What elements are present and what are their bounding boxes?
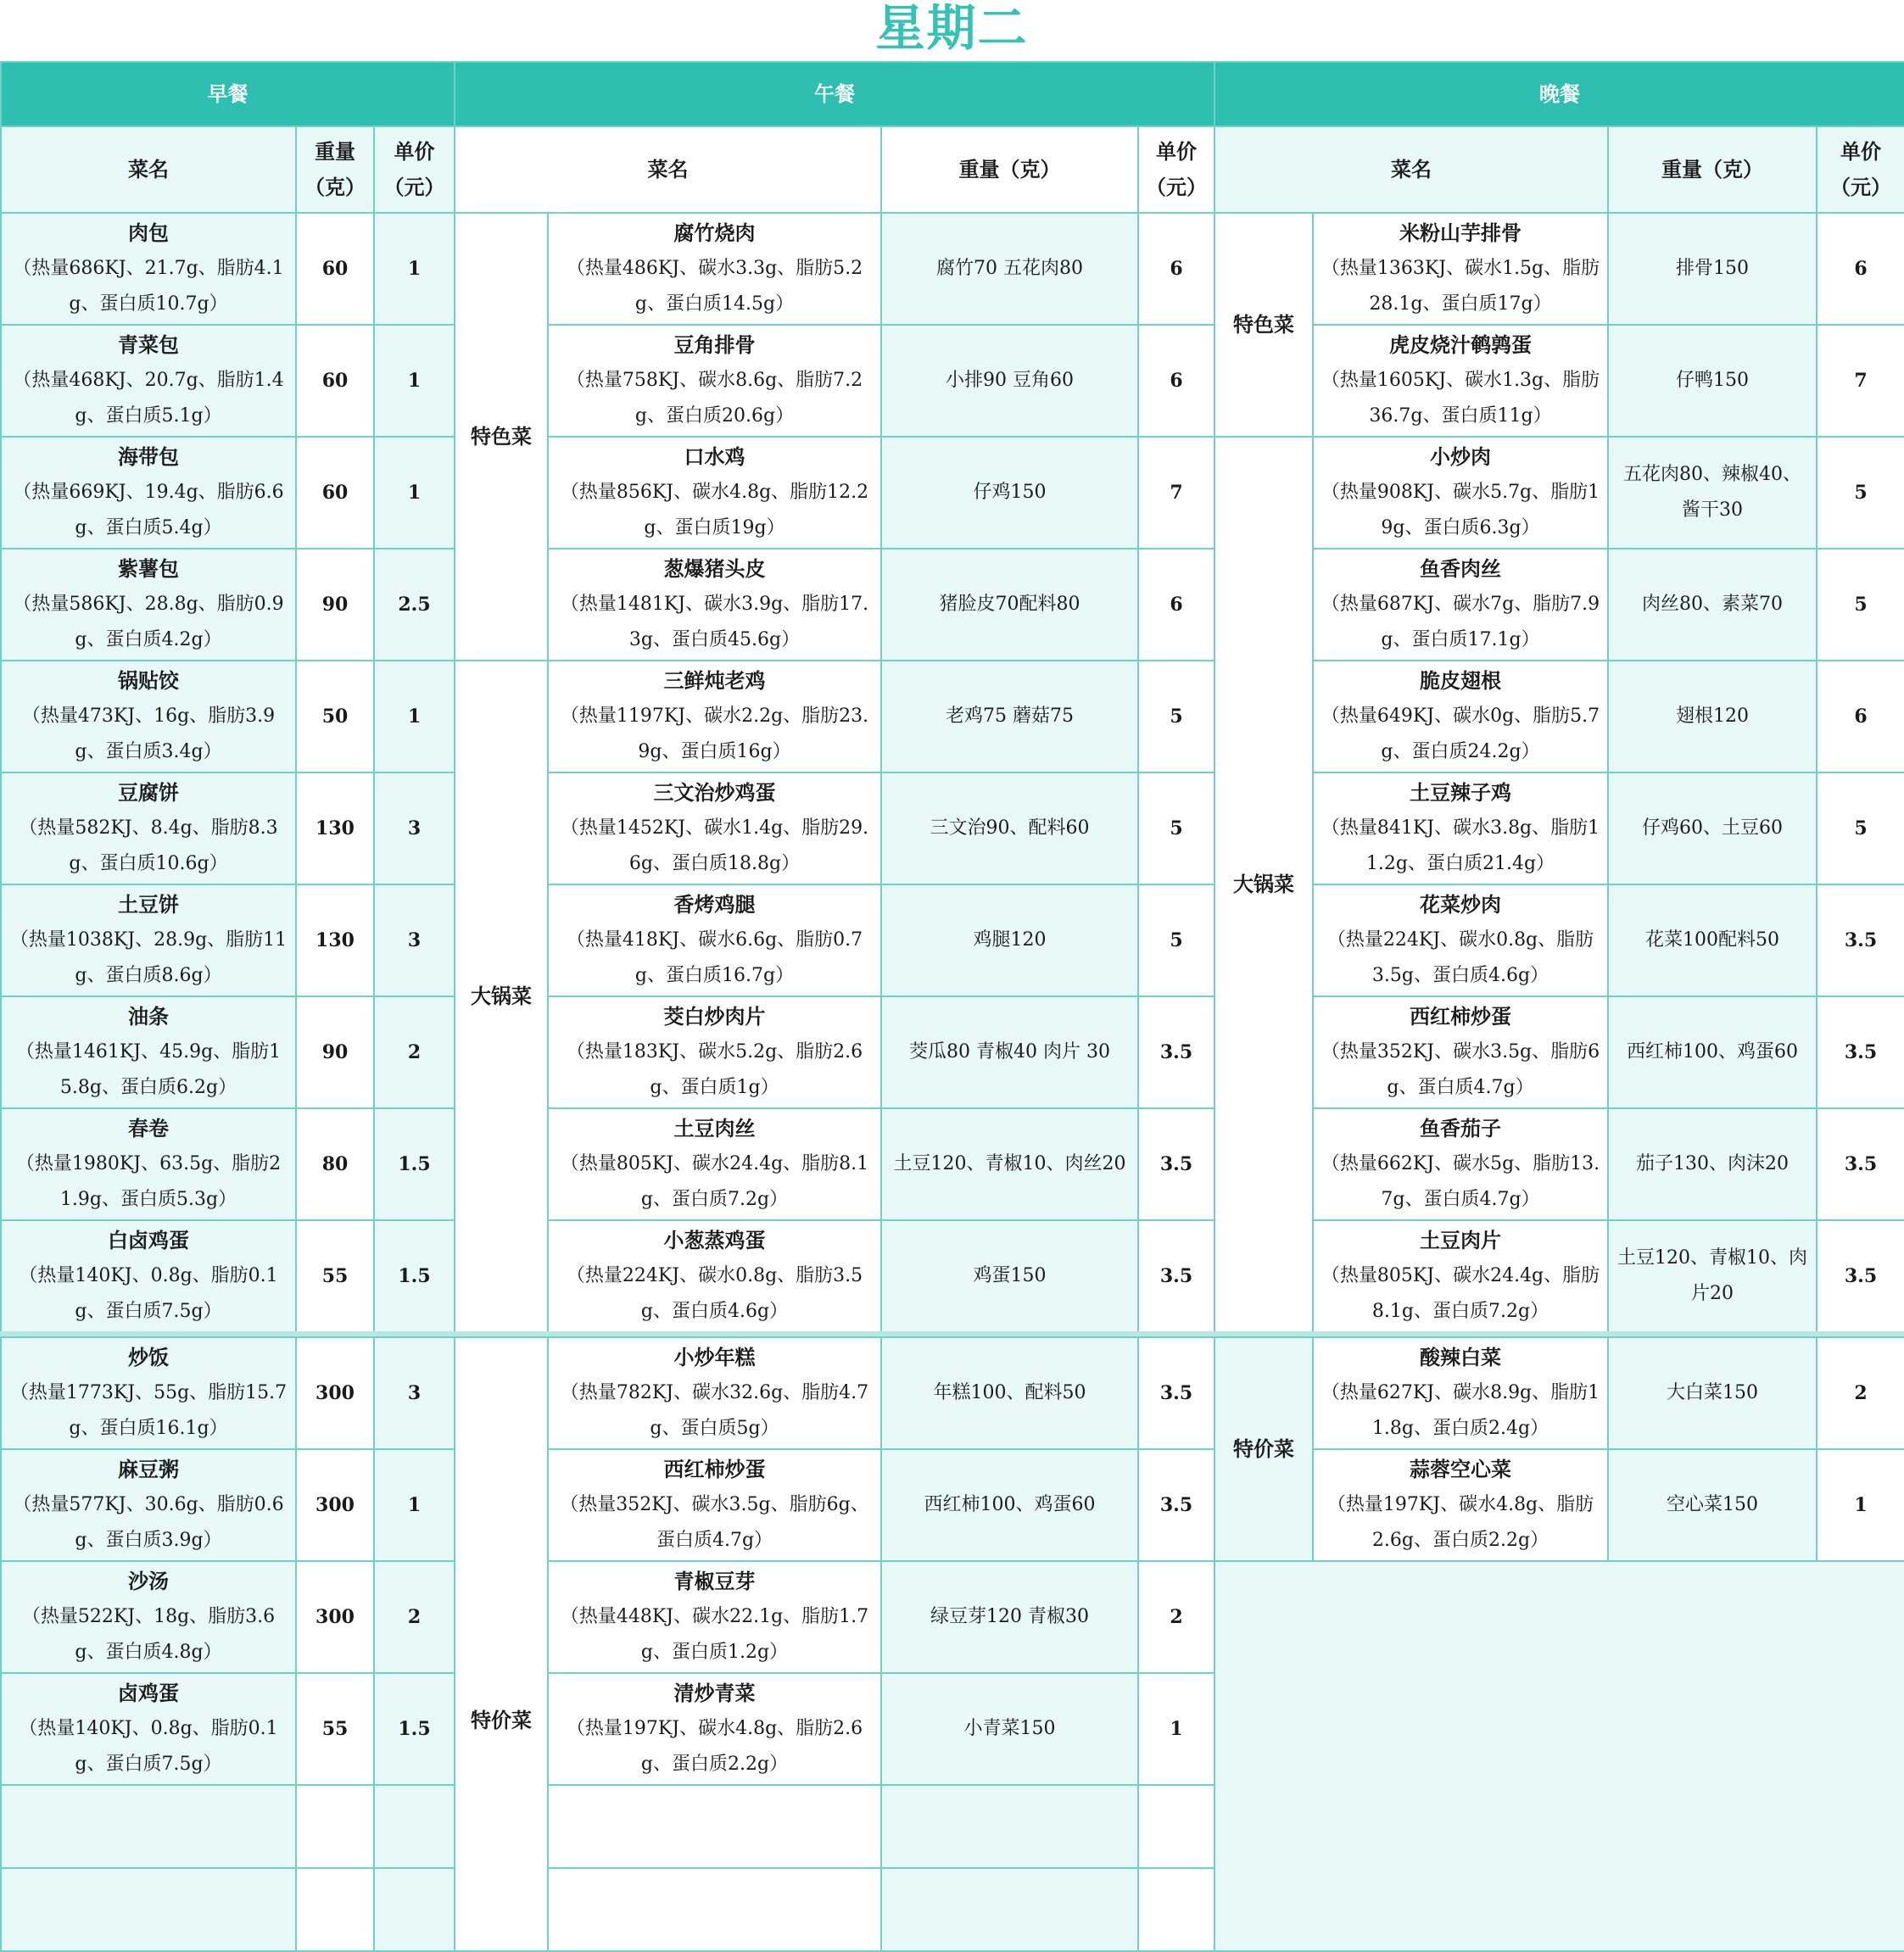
lunch-dish bbox=[548, 1561, 881, 1673]
breakfast-weight: 60 bbox=[296, 437, 374, 549]
dinner-dish bbox=[1313, 1337, 1608, 1449]
dinner-price: 6 bbox=[1817, 661, 1904, 772]
dish-name: 豆角排骨 bbox=[673, 332, 756, 357]
lunch-price: 3.5 bbox=[1138, 1337, 1214, 1449]
table-row bbox=[1, 437, 1904, 549]
dinner-price: 5 bbox=[1817, 772, 1904, 884]
dish-name: 口水鸡 bbox=[684, 444, 745, 469]
breakfast-weight: 300 bbox=[296, 1449, 374, 1561]
table-row bbox=[1, 772, 1904, 884]
lunch-weight: 茭瓜80 青椒40 肉片 30 bbox=[881, 996, 1138, 1108]
dinner-weight-header: 重量（克） bbox=[1608, 126, 1817, 213]
table-row bbox=[1, 996, 1904, 1108]
dish-nutrition: （热量140KJ、0.8g、脂肪0.1g、蛋白质7.5g） bbox=[19, 1718, 278, 1775]
lunch-weight: 年糕100、配料50 bbox=[881, 1337, 1138, 1449]
dinner-dish bbox=[1313, 1108, 1608, 1220]
breakfast-dish bbox=[1, 772, 296, 884]
empty-cell bbox=[374, 1785, 455, 1868]
dinner-weight: 花菜100配料50 bbox=[1608, 884, 1817, 996]
table-row bbox=[1, 661, 1904, 772]
lunch-dish bbox=[548, 325, 881, 437]
dinner-dish bbox=[1313, 772, 1608, 884]
lunch-weight: 猪脸皮70配料80 bbox=[881, 549, 1138, 661]
breakfast-dish bbox=[1, 661, 296, 772]
lunch-weight: 鸡腿120 bbox=[881, 884, 1138, 996]
empty-cell bbox=[1, 1785, 296, 1868]
dinner-price: 7 bbox=[1817, 325, 1904, 437]
dish-nutrition: （热量140KJ、0.8g、脂肪0.1g、蛋白质7.5g） bbox=[19, 1265, 278, 1322]
dinner-weight: 五花肉80、辣椒40、酱干30 bbox=[1608, 437, 1817, 549]
breakfast-weight: 80 bbox=[296, 1108, 374, 1220]
breakfast-dish bbox=[1, 1673, 296, 1785]
lunch-weight-header: 重量（克） bbox=[881, 126, 1138, 213]
dinner-price: 3.5 bbox=[1817, 996, 1904, 1108]
table-row bbox=[1, 1220, 1904, 1334]
dinner-band: 晚餐 bbox=[1214, 62, 1904, 126]
dish-nutrition: （热量1452KJ、碳水1.4g、脂肪29.6g、蛋白质18.8g） bbox=[560, 817, 869, 874]
dish-name: 土豆辣子鸡 bbox=[1410, 780, 1511, 805]
dish-name: 鱼香茄子 bbox=[1420, 1116, 1501, 1141]
dish-nutrition: （热量805KJ、碳水24.4g、脂肪8.1g、蛋白质7.2g） bbox=[560, 1153, 869, 1210]
lunch-band: 午餐 bbox=[455, 62, 1214, 126]
dish-name: 脆皮翅根 bbox=[1420, 668, 1501, 693]
dish-nutrition: （热量473KJ、16g、脂肪3.9g、蛋白质3.4g） bbox=[21, 706, 276, 762]
breakfast-weight: 130 bbox=[296, 772, 374, 884]
dinner-dish bbox=[1313, 884, 1608, 996]
dinner-category-value: 特价菜 bbox=[1214, 1337, 1313, 1561]
breakfast-price: 1.5 bbox=[374, 1220, 455, 1334]
breakfast-weight-header: 重量（克） bbox=[296, 126, 374, 213]
dinner-dish bbox=[1313, 549, 1608, 661]
dish-nutrition: （热量582KJ、8.4g、脂肪8.3g、蛋白质10.6g） bbox=[19, 817, 278, 874]
lunch-weight: 西红柿100、鸡蛋60 bbox=[881, 1449, 1138, 1561]
dish-nutrition: （热量1605KJ、碳水1.3g、脂肪36.7g、蛋白质11g） bbox=[1321, 370, 1600, 427]
dish-nutrition: （热量758KJ、碳水8.6g、脂肪7.2g、蛋白质20.6g） bbox=[566, 370, 863, 427]
lunch-dish bbox=[548, 884, 881, 996]
dish-name: 香烤鸡腿 bbox=[673, 892, 756, 917]
dish-nutrition: （热量662KJ、碳水5g、脂肪13.7g、蛋白质4.7g） bbox=[1321, 1153, 1600, 1210]
breakfast-dish bbox=[1, 1561, 296, 1673]
dish-name: 腐竹烧肉 bbox=[673, 220, 756, 245]
lunch-name-header: 菜名 bbox=[455, 126, 881, 213]
dish-name: 三鲜炖老鸡 bbox=[663, 668, 766, 693]
lunch-dish bbox=[548, 549, 881, 661]
dish-name: 油条 bbox=[128, 1004, 169, 1029]
dish-name: 肉包 bbox=[128, 220, 169, 245]
breakfast-weight: 90 bbox=[296, 996, 374, 1108]
dish-name: 麻豆粥 bbox=[118, 1457, 179, 1481]
table-row bbox=[1, 1108, 1904, 1220]
dinner-price-header: 单价（元） bbox=[1817, 126, 1904, 213]
lunch-price: 2 bbox=[1138, 1561, 1214, 1673]
dish-name: 米粉山芋排骨 bbox=[1399, 220, 1522, 245]
dinner-price: 5 bbox=[1817, 437, 1904, 549]
dinner-weight: 翅根120 bbox=[1608, 661, 1817, 772]
dish-nutrition: （热量805KJ、碳水24.4g、脂肪8.1g、蛋白质7.2g） bbox=[1321, 1265, 1600, 1322]
dinner-dish bbox=[1313, 1449, 1608, 1561]
dish-name: 鱼香肉丝 bbox=[1420, 556, 1501, 581]
dinner-weight: 土豆120、青椒10、肉片20 bbox=[1608, 1220, 1817, 1334]
breakfast-dish bbox=[1, 549, 296, 661]
empty-cell bbox=[881, 1785, 1138, 1868]
dish-name: 青椒豆芽 bbox=[673, 1569, 756, 1593]
breakfast-dish bbox=[1, 1337, 296, 1449]
dinner-name-header: 菜名 bbox=[1214, 126, 1608, 213]
breakfast-dish bbox=[1, 884, 296, 996]
empty-cell bbox=[374, 1868, 455, 1951]
dish-nutrition: （热量468KJ、20.7g、脂肪1.4g、蛋白质5.1g） bbox=[13, 370, 284, 427]
lunch-dish bbox=[548, 213, 881, 325]
dish-name: 茭白炒肉片 bbox=[663, 1004, 766, 1029]
dish-nutrition: （热量686KJ、21.7g、脂肪4.1g、蛋白质10.7g） bbox=[13, 258, 284, 315]
dinner-weight: 空心菜150 bbox=[1608, 1449, 1817, 1561]
lunch-price-header: 单价（元） bbox=[1138, 126, 1214, 213]
dish-name: 白卤鸡蛋 bbox=[108, 1228, 189, 1252]
dinner-price: 3.5 bbox=[1817, 1108, 1904, 1220]
dish-nutrition: （热量448KJ、碳水22.1g、脂肪1.7g、蛋白质1.2g） bbox=[560, 1606, 869, 1663]
dish-nutrition: （热量522KJ、18g、脂肪3.6g、蛋白质4.8g） bbox=[21, 1606, 276, 1663]
table-row bbox=[1, 549, 1904, 661]
lunch-dish bbox=[548, 1449, 881, 1561]
lunch-price: 5 bbox=[1138, 661, 1214, 772]
dish-nutrition: （热量627KJ、碳水8.9g、脂肪11.8g、蛋白质2.4g） bbox=[1321, 1382, 1600, 1439]
dish-name: 土豆肉丝 bbox=[673, 1116, 756, 1141]
empty-cell bbox=[548, 1785, 881, 1868]
dish-nutrition: （热量1038KJ、28.9g、脂肪11g、蛋白质8.6g） bbox=[9, 929, 288, 986]
lunch-dish bbox=[548, 996, 881, 1108]
lunch-price: 3.5 bbox=[1138, 1220, 1214, 1334]
breakfast-name-header: 菜名 bbox=[1, 126, 296, 213]
breakfast-price: 3 bbox=[374, 884, 455, 996]
breakfast-weight: 300 bbox=[296, 1337, 374, 1449]
dish-nutrition: （热量649KJ、碳水0g、脂肪5.7g、蛋白质24.2g） bbox=[1321, 706, 1600, 762]
dish-nutrition: （热量197KJ、碳水4.8g、脂肪2.6g、蛋白质2.2g） bbox=[1326, 1494, 1594, 1551]
lunch-category-pot: 大锅菜 bbox=[455, 661, 548, 1334]
dinner-price: 6 bbox=[1817, 213, 1904, 325]
breakfast-weight: 60 bbox=[296, 213, 374, 325]
dish-name: 小炒肉 bbox=[1430, 444, 1491, 469]
dish-name: 小炒年糕 bbox=[673, 1345, 756, 1369]
breakfast-weight: 50 bbox=[296, 661, 374, 772]
lunch-dish bbox=[548, 1108, 881, 1220]
dinner-empty-area bbox=[1214, 1561, 1904, 1951]
dish-nutrition: （热量224KJ、碳水0.8g、脂肪3.5g、蛋白质4.6g） bbox=[566, 1265, 863, 1322]
page-title: 星期二 bbox=[875, 0, 1029, 57]
breakfast-price: 1 bbox=[374, 325, 455, 437]
breakfast-price: 2 bbox=[374, 1561, 455, 1673]
dinner-dish bbox=[1313, 437, 1608, 549]
dish-nutrition: （热量197KJ、碳水4.8g、脂肪2.6g、蛋白质2.2g） bbox=[566, 1718, 863, 1775]
dish-name: 青菜包 bbox=[118, 332, 179, 357]
dish-nutrition: （热量1773KJ、55g、脂肪15.7g、蛋白质16.1g） bbox=[9, 1382, 288, 1439]
breakfast-dish bbox=[1, 437, 296, 549]
dish-name: 春卷 bbox=[128, 1116, 169, 1141]
dinner-weight: 大白菜150 bbox=[1608, 1337, 1817, 1449]
dish-name: 清炒青菜 bbox=[673, 1681, 756, 1705]
dish-nutrition: （热量352KJ、碳水3.5g、脂肪6g、蛋白质4.7g） bbox=[1321, 1041, 1600, 1098]
breakfast-weight: 300 bbox=[296, 1561, 374, 1673]
breakfast-dish bbox=[1, 325, 296, 437]
dinner-weight: 茄子130、肉沫20 bbox=[1608, 1108, 1817, 1220]
table-row bbox=[1, 1449, 1904, 1561]
dish-name: 葱爆猪头皮 bbox=[663, 556, 766, 581]
dish-name: 三文治炒鸡蛋 bbox=[653, 780, 776, 805]
dish-nutrition: （热量687KJ、碳水7g、脂肪7.9g、蛋白质17.1g） bbox=[1321, 594, 1600, 650]
lunch-weight: 三文治90、配料60 bbox=[881, 772, 1138, 884]
breakfast-weight: 60 bbox=[296, 325, 374, 437]
breakfast-dish bbox=[1, 1449, 296, 1561]
lunch-dish bbox=[548, 1337, 881, 1449]
table-row bbox=[1, 325, 1904, 437]
empty-cell bbox=[881, 1868, 1138, 1951]
dinner-price: 5 bbox=[1817, 549, 1904, 661]
dinner-weight: 仔鸭150 bbox=[1608, 325, 1817, 437]
breakfast-price: 2.5 bbox=[374, 549, 455, 661]
dinner-price: 3.5 bbox=[1817, 884, 1904, 996]
dinner-category-special: 特色菜 bbox=[1214, 213, 1313, 437]
empty-cell bbox=[1138, 1785, 1214, 1868]
dish-nutrition: （热量908KJ、碳水5.7g、脂肪19g、蛋白质6.3g） bbox=[1321, 482, 1600, 538]
lunch-price: 6 bbox=[1138, 549, 1214, 661]
dish-name: 小葱蒸鸡蛋 bbox=[663, 1228, 766, 1252]
table-row bbox=[1, 1561, 1904, 1673]
table-row bbox=[1, 1337, 1904, 1449]
dinner-dish bbox=[1313, 1220, 1608, 1334]
lunch-price: 7 bbox=[1138, 437, 1214, 549]
dish-name: 豆腐饼 bbox=[118, 780, 179, 805]
breakfast-weight: 55 bbox=[296, 1673, 374, 1785]
dinner-price: 1 bbox=[1817, 1449, 1904, 1561]
dinner-weight: 排骨150 bbox=[1608, 213, 1817, 325]
dinner-category-pot: 大锅菜 bbox=[1214, 437, 1313, 1334]
dish-name: 西红柿炒蛋 bbox=[1410, 1004, 1511, 1029]
empty-cell bbox=[296, 1868, 374, 1951]
dish-name: 海带包 bbox=[118, 444, 179, 469]
breakfast-price: 1 bbox=[374, 661, 455, 772]
dish-name: 虎皮烧汁鹌鹑蛋 bbox=[1389, 332, 1532, 357]
breakfast-dish bbox=[1, 996, 296, 1108]
dish-name: 西红柿炒蛋 bbox=[663, 1457, 766, 1481]
dish-nutrition: （热量841KJ、碳水3.8g、脂肪11.2g、蛋白质21.4g） bbox=[1321, 817, 1600, 874]
breakfast-price: 1 bbox=[374, 1449, 455, 1561]
dish-name: 沙汤 bbox=[128, 1569, 169, 1593]
dish-nutrition: （热量1197KJ、碳水2.2g、脂肪23.9g、蛋白质16g） bbox=[560, 706, 869, 762]
breakfast-dish bbox=[1, 1108, 296, 1220]
breakfast-price: 1 bbox=[374, 213, 455, 325]
empty-cell bbox=[1, 1868, 296, 1951]
dish-nutrition: （热量183KJ、碳水5.2g、脂肪2.6g、蛋白质1g） bbox=[566, 1041, 863, 1098]
dish-name: 土豆肉片 bbox=[1420, 1228, 1501, 1252]
dish-name: 花菜炒肉 bbox=[1420, 892, 1501, 917]
dish-nutrition: （热量856KJ、碳水4.8g、脂肪12.2g、蛋白质19g） bbox=[560, 482, 869, 538]
lunch-price: 3.5 bbox=[1138, 996, 1214, 1108]
lunch-dish bbox=[548, 437, 881, 549]
dinner-dish bbox=[1313, 213, 1608, 325]
dinner-dish bbox=[1313, 661, 1608, 772]
lunch-weight: 土豆120、青椒10、肉丝20 bbox=[881, 1108, 1138, 1220]
lunch-weight: 鸡蛋150 bbox=[881, 1220, 1138, 1334]
lunch-weight: 仔鸡150 bbox=[881, 437, 1138, 549]
lunch-weight: 老鸡75 蘑菇75 bbox=[881, 661, 1138, 772]
dish-name: 紫薯包 bbox=[118, 556, 179, 581]
lunch-price: 3.5 bbox=[1138, 1108, 1214, 1220]
lunch-weight: 腐竹70 五花肉80 bbox=[881, 213, 1138, 325]
dish-nutrition: （热量586KJ、28.8g、脂肪0.9g、蛋白质4.2g） bbox=[13, 594, 284, 650]
table-row bbox=[1, 884, 1904, 996]
breakfast-dish bbox=[1, 1220, 296, 1334]
dish-nutrition: （热量486KJ、碳水3.3g、脂肪5.2g、蛋白质14.5g） bbox=[566, 258, 863, 315]
breakfast-price: 1 bbox=[374, 437, 455, 549]
dish-name: 蒜蓉空心菜 bbox=[1410, 1457, 1511, 1481]
dish-nutrition: （热量782KJ、碳水32.6g、脂肪4.7g、蛋白质5g） bbox=[560, 1382, 869, 1439]
dish-nutrition: （热量1461KJ、45.9g、脂肪15.8g、蛋白质6.2g） bbox=[15, 1041, 282, 1098]
dish-nutrition: （热量224KJ、碳水0.8g、脂肪3.5g、蛋白质4.6g） bbox=[1326, 929, 1594, 986]
breakfast-price-header: 单价（元） bbox=[374, 126, 455, 213]
dish-name: 卤鸡蛋 bbox=[118, 1681, 179, 1705]
dish-nutrition: （热量577KJ、30.6g、脂肪0.6g、蛋白质3.9g） bbox=[13, 1494, 284, 1551]
lunch-dish bbox=[548, 661, 881, 772]
table-row bbox=[1, 213, 1904, 325]
breakfast-band: 早餐 bbox=[1, 62, 455, 126]
lunch-category-value: 特价菜 bbox=[455, 1337, 548, 1951]
lunch-weight: 绿豆芽120 青椒30 bbox=[881, 1561, 1138, 1673]
empty-cell bbox=[296, 1785, 374, 1868]
menu-table bbox=[0, 61, 1904, 1952]
dish-nutrition: （热量1481KJ、碳水3.9g、脂肪17.3g、蛋白质45.6g） bbox=[560, 594, 869, 650]
empty-cell bbox=[1138, 1868, 1214, 1951]
dish-name: 炒饭 bbox=[128, 1345, 169, 1369]
dish-nutrition: （热量669KJ、19.4g、脂肪6.6g、蛋白质5.4g） bbox=[13, 482, 284, 538]
dish-nutrition: （热量1363KJ、碳水1.5g、脂肪28.1g、蛋白质17g） bbox=[1321, 258, 1600, 315]
dish-name: 酸辣白菜 bbox=[1420, 1345, 1501, 1369]
lunch-weight: 小排90 豆角60 bbox=[881, 325, 1138, 437]
lunch-dish bbox=[548, 1220, 881, 1334]
lunch-weight: 小青菜150 bbox=[881, 1673, 1138, 1785]
dinner-weight: 西红柿100、鸡蛋60 bbox=[1608, 996, 1817, 1108]
lunch-price: 6 bbox=[1138, 213, 1214, 325]
dinner-weight: 仔鸡60、土豆60 bbox=[1608, 772, 1817, 884]
dish-name: 土豆饼 bbox=[118, 892, 179, 917]
breakfast-dish bbox=[1, 213, 296, 325]
breakfast-price: 3 bbox=[374, 1337, 455, 1449]
lunch-category-special: 特色菜 bbox=[455, 213, 548, 661]
lunch-price: 6 bbox=[1138, 325, 1214, 437]
breakfast-price: 2 bbox=[374, 996, 455, 1108]
lunch-price: 5 bbox=[1138, 884, 1214, 996]
dinner-dish bbox=[1313, 325, 1608, 437]
lunch-dish bbox=[548, 772, 881, 884]
dinner-price: 3.5 bbox=[1817, 1220, 1904, 1334]
lunch-price: 3.5 bbox=[1138, 1449, 1214, 1561]
lunch-price: 5 bbox=[1138, 772, 1214, 884]
dish-nutrition: （热量352KJ、碳水3.5g、脂肪6g、蛋白质4.7g） bbox=[560, 1494, 869, 1551]
breakfast-weight: 130 bbox=[296, 884, 374, 996]
lunch-price: 1 bbox=[1138, 1673, 1214, 1785]
dinner-weight: 肉丝80、素菜70 bbox=[1608, 549, 1817, 661]
breakfast-price: 1.5 bbox=[374, 1108, 455, 1220]
dish-nutrition: （热量418KJ、碳水6.6g、脂肪0.7g、蛋白质16.7g） bbox=[566, 929, 863, 986]
breakfast-price: 1.5 bbox=[374, 1673, 455, 1785]
breakfast-weight: 90 bbox=[296, 549, 374, 661]
empty-cell bbox=[548, 1868, 881, 1951]
dish-name: 锅贴饺 bbox=[118, 668, 179, 693]
lunch-dish bbox=[548, 1673, 881, 1785]
dinner-price: 2 bbox=[1817, 1337, 1904, 1449]
breakfast-price: 3 bbox=[374, 772, 455, 884]
dinner-dish bbox=[1313, 996, 1608, 1108]
breakfast-weight: 55 bbox=[296, 1220, 374, 1334]
dish-nutrition: （热量1980KJ、63.5g、脂肪21.9g、蛋白质5.3g） bbox=[15, 1153, 282, 1210]
